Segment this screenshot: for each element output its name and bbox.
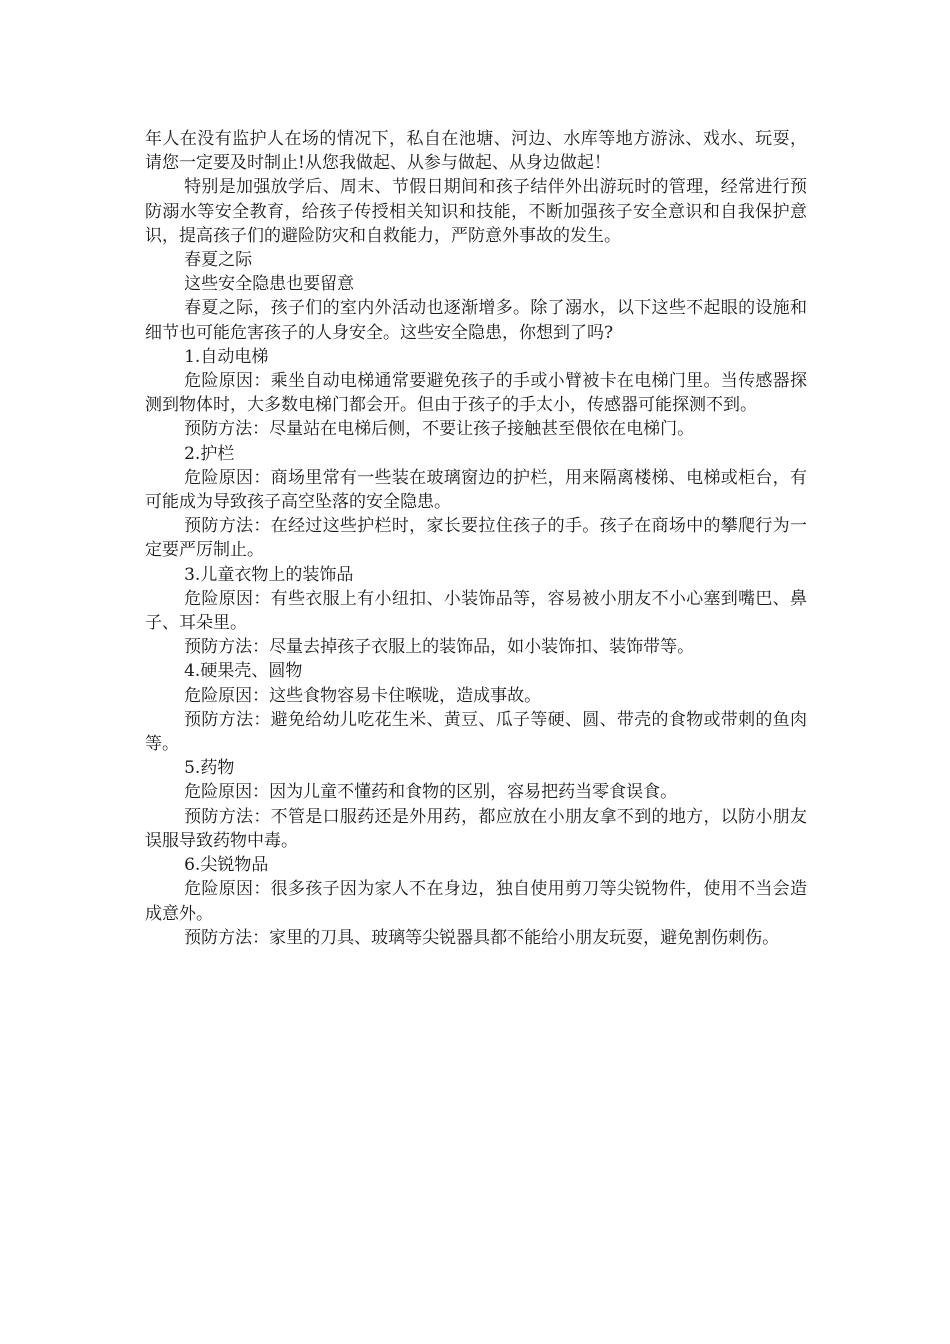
section-heading: 春夏之际: [184, 250, 253, 271]
item-heading-nuts: 4.硬果壳、圆物: [184, 661, 303, 682]
item-danger-railing: 危险原因：商场里常有一些装在玻璃窗边的护栏，用来隔离楼梯、电梯或柜台，有可能成为导致孩子高空坠落的安全隐患。: [145, 467, 807, 513]
item-prevention-decorations: 预防方法：尽量去掉孩子衣服上的装饰品，如小装饰扣、装饰带等。: [184, 637, 695, 658]
item-prevention-sharp: 预防方法：家里的刀具、玻璃等尖锐器具都不能给小朋友玩耍，避免割伤刺伤。: [184, 927, 780, 948]
section-subheading: 这些安全隐患也要留意: [184, 274, 355, 295]
item-danger-medicine: 危险原因：因为儿童不懂药和食物的区别，容易把药当零食误食。: [184, 782, 678, 803]
item-prevention-medicine: 预防方法：不管是口服药还是外用药，都应放在小朋友拿不到的地方，以防小朋友误服导致药物中毒。: [145, 806, 807, 851]
paragraph-intro: 春夏之际，孩子们的室内外活动也逐渐增多。除了溺水，以下这些不起眼的设施和细节也可能危害孩子的人身安全。这些安全隐患，你想到了吗?: [145, 298, 807, 343]
item-heading-escalator: 1.自动电梯: [184, 346, 269, 367]
item-danger-sharp: 危险原因：很多孩子因为家人不在身边，独自使用剪刀等尖锐物件，使用不当会造成意外。: [145, 879, 807, 924]
item-danger-escalator: 危险原因：乘坐自动电梯通常要避免孩子的手或小臂被卡在电梯门里。当传感器探测到物体时，大多数电梯门都会开。但由于孩子的手太小，传感器可能探测不到。: [145, 371, 807, 416]
item-heading-sharp: 6.尖锐物品: [184, 855, 269, 876]
paragraph-continuation: 年人在没有监护人在场的情况下，私自在池塘、河边、水库等地方游泳、戏水、玩耍，请您一定要及时制止!从您我做起、从参与做起、从身边做起！: [145, 129, 807, 174]
item-danger-nuts: 危险原因：这些食物容易卡住喉咙，造成事故。: [184, 685, 542, 706]
item-prevention-escalator: 预防方法：尽量站在电梯后侧，不要让孩子接触甚至偎依在电梯门。: [184, 419, 695, 440]
item-prevention-railing: 预防方法：在经过这些护栏时，家长要拉住孩子的手。孩子在商场中的攀爬行为一定要严厉制止。: [145, 516, 807, 561]
item-danger-decorations: 危险原因：有些衣服上有小纽扣、小装饰品等，容易被小朋友不小心塞到嘴巴、鼻子、耳朵里。: [145, 588, 807, 634]
paragraph-supervision: 特别是加强放学后、周末、节假日期间和孩子结伴外出游玩时的管理，经常进行预防溺水等安全教育，给孩子传授相关知识和技能，不断加强孩子安全意识和自我保护意识，提高孩子们的避险防灾和自救能力，严防意外事故的发生。: [145, 177, 807, 246]
item-prevention-nuts: 预防方法：避免给幼儿吃花生米、黄豆、瓜子等硬、圆、带壳的食物或带刺的鱼肉等。: [145, 709, 807, 755]
document-body: [145, 127, 807, 950]
item-heading-railing: 2.护栏: [184, 443, 235, 464]
item-heading-decorations: 3.儿童衣物上的装饰品: [184, 564, 354, 585]
item-heading-medicine: 5.药物: [184, 758, 235, 779]
